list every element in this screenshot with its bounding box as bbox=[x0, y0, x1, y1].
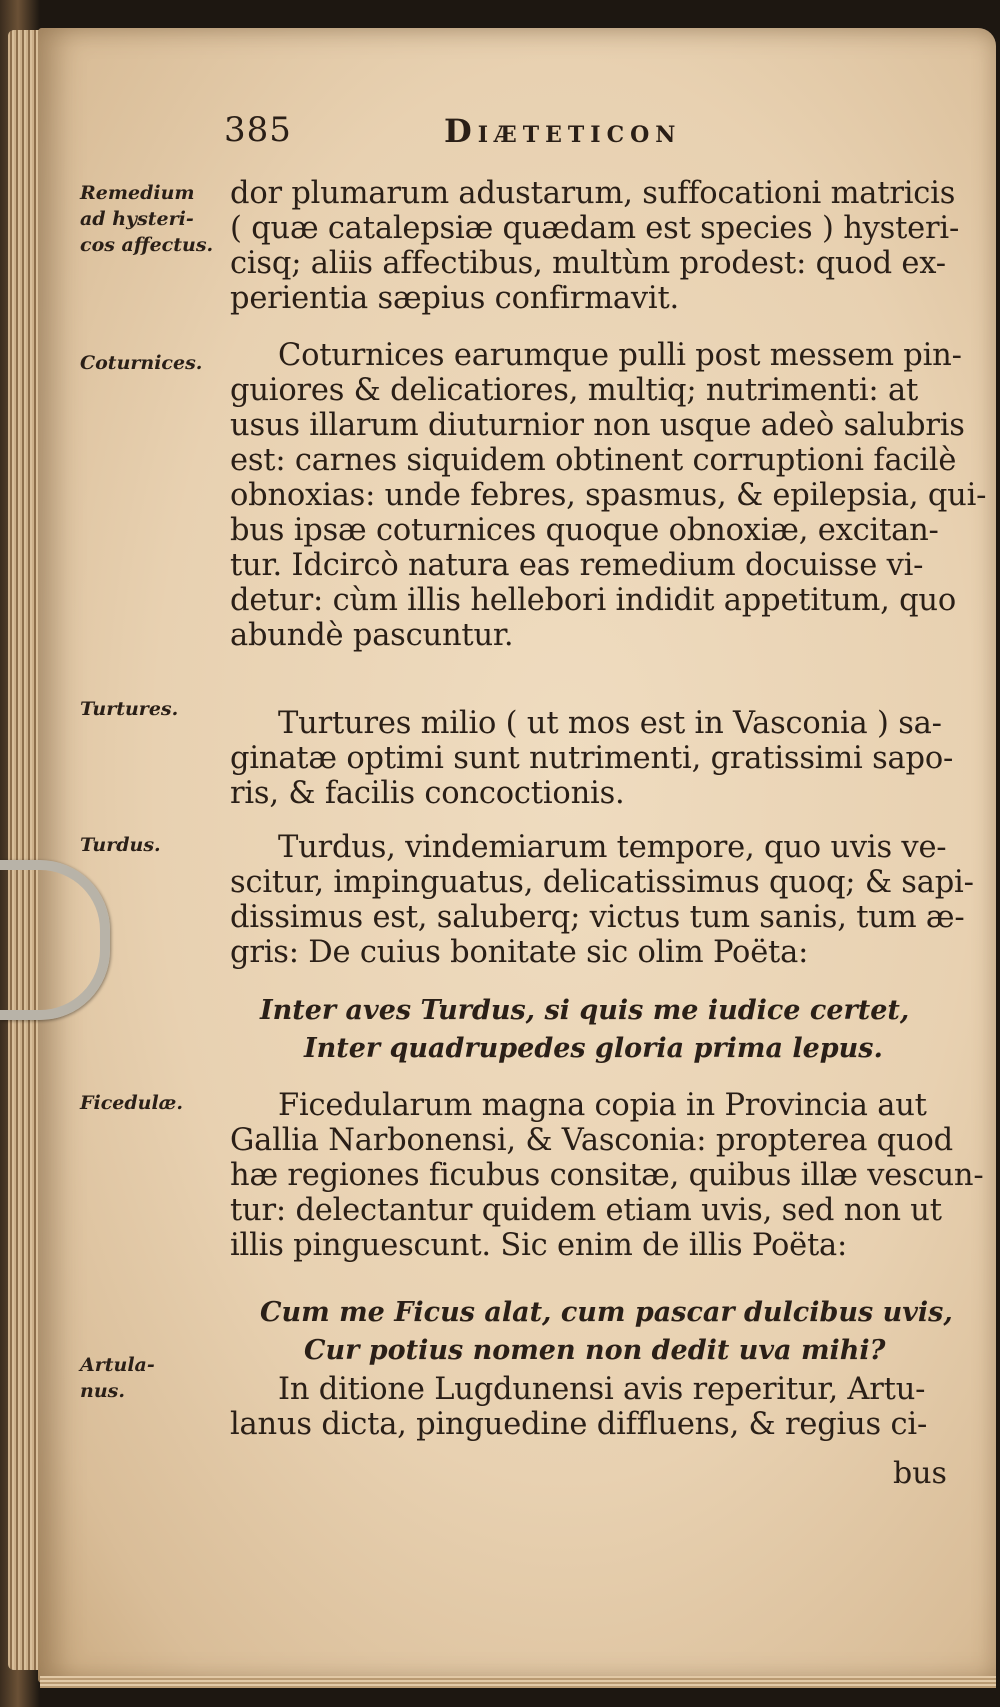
text-line: tur: delectantur quidem etiam uvis, sed non ut bbox=[230, 1193, 942, 1228]
verse-line: Inter aves Turdus, si quis me iudice certet, bbox=[260, 995, 910, 1026]
margin-note-remedium bbox=[80, 180, 220, 258]
paragraph-artulanus bbox=[230, 1372, 958, 1442]
text-line: gris: De cuius bonitate sic olim Poëta: bbox=[230, 935, 809, 970]
text-line: guiores & delicatiores, multiq; nutrimenti: at bbox=[230, 373, 919, 408]
text-line: Turtures milio ( ut mos est in Vasconia ) sa- bbox=[278, 706, 942, 741]
text-line: abundè pascuntur. bbox=[230, 618, 514, 653]
text-line: In ditione Lugdunensi avis reperitur, Artu- bbox=[278, 1372, 926, 1407]
text-line: usus illarum diuturnior non usque adeò salubris bbox=[230, 408, 965, 443]
text-line: Ficedularum magna copia in Provincia aut bbox=[278, 1088, 927, 1123]
paragraph-remedium bbox=[230, 176, 958, 316]
text-line: Turdus, vindemiarum tempore, quo uvis ve- bbox=[278, 830, 947, 865]
page-header bbox=[224, 110, 924, 160]
text-line: perientia sæpius confirmavit. bbox=[230, 281, 680, 316]
verse-ficedulae bbox=[260, 1294, 953, 1370]
margin-note-coturnices bbox=[80, 350, 220, 376]
text-line: tur. Idcircò natura eas remedium docuisse vi- bbox=[230, 548, 924, 583]
text-line: obnoxias: unde febres, spasmus, & epilepsia, qui- bbox=[230, 478, 987, 513]
verse-line: Inter quadrupedes gloria prima lepus. bbox=[304, 1033, 883, 1064]
margin-note-line: Turtures. bbox=[80, 698, 179, 720]
text-line: Coturnices earumque pulli post messem pin- bbox=[278, 338, 962, 373]
margin-note-line: Coturnices. bbox=[80, 352, 203, 374]
margin-note-line: Artula- bbox=[80, 1354, 155, 1376]
margin-note-ficedulae bbox=[80, 1090, 220, 1116]
text-line: bus ipsæ coturnices quoque obnoxiæ, excitan- bbox=[230, 513, 939, 548]
verse-line: Cum me Ficus alat, cum pascar dulcibus uvis, bbox=[260, 1297, 953, 1328]
text-line: hæ regiones ficubus consitæ, quibus illæ vescun- bbox=[230, 1158, 984, 1193]
text-line: ( quæ catalepsiæ quædam est species ) hysteri- bbox=[230, 211, 960, 246]
margin-note-line: Remedium bbox=[80, 182, 195, 204]
text-line: Gallia Narbonensi, & Vasconia: propterea quod bbox=[230, 1123, 953, 1158]
text-line: scitur, impinguatus, delicatissimus quoq; & sapi- bbox=[230, 865, 974, 900]
margin-note-artulanus bbox=[80, 1352, 220, 1404]
text-line: lanus dicta, pinguedine diffluens, & regius ci- bbox=[230, 1407, 928, 1442]
paragraph-coturnices bbox=[230, 338, 987, 653]
page-number: 385 bbox=[224, 110, 292, 150]
paragraph-ficedulae bbox=[230, 1088, 984, 1263]
text-line: illis pinguescunt. Sic enim de illis Poëta: bbox=[230, 1228, 848, 1263]
margin-note-line: ad hysteri- bbox=[80, 208, 194, 230]
catchword: bus bbox=[893, 1456, 947, 1491]
margin-note-line: Turdus. bbox=[80, 834, 161, 856]
page-bottom-edge bbox=[40, 1676, 996, 1688]
paragraph-turtures bbox=[230, 706, 958, 811]
verse-line: Cur potius nomen non dedit uva mihi? bbox=[304, 1335, 886, 1366]
margin-note-line: Ficedulæ. bbox=[80, 1092, 183, 1114]
text-line: cisq; aliis affectibus, multùm prodest: quod ex- bbox=[230, 246, 946, 281]
running-title: Diæteticon bbox=[444, 112, 682, 150]
paragraph-turdus bbox=[230, 830, 974, 970]
text-line: dor plumarum adustarum, suffocationi matricis bbox=[230, 176, 956, 211]
margin-note-line: cos affectus. bbox=[80, 234, 214, 256]
margin-note-turtures bbox=[80, 696, 220, 722]
text-line: detur: cùm illis hellebori indidit appetitum, quo bbox=[230, 583, 957, 618]
text-line: ris, & facilis concoctionis. bbox=[230, 776, 625, 811]
margin-note-turdus bbox=[80, 832, 220, 858]
text-line: ginatæ optimi sunt nutrimenti, gratissimi sapo- bbox=[230, 741, 954, 776]
verse-turdus bbox=[260, 992, 940, 1068]
margin-note-line: nus. bbox=[80, 1380, 125, 1402]
text-line: dissimus est, saluberq; victus tum sanis, tum æ- bbox=[230, 900, 965, 935]
text-line: est: carnes siquidem obtinent corruptioni facilè bbox=[230, 443, 957, 478]
